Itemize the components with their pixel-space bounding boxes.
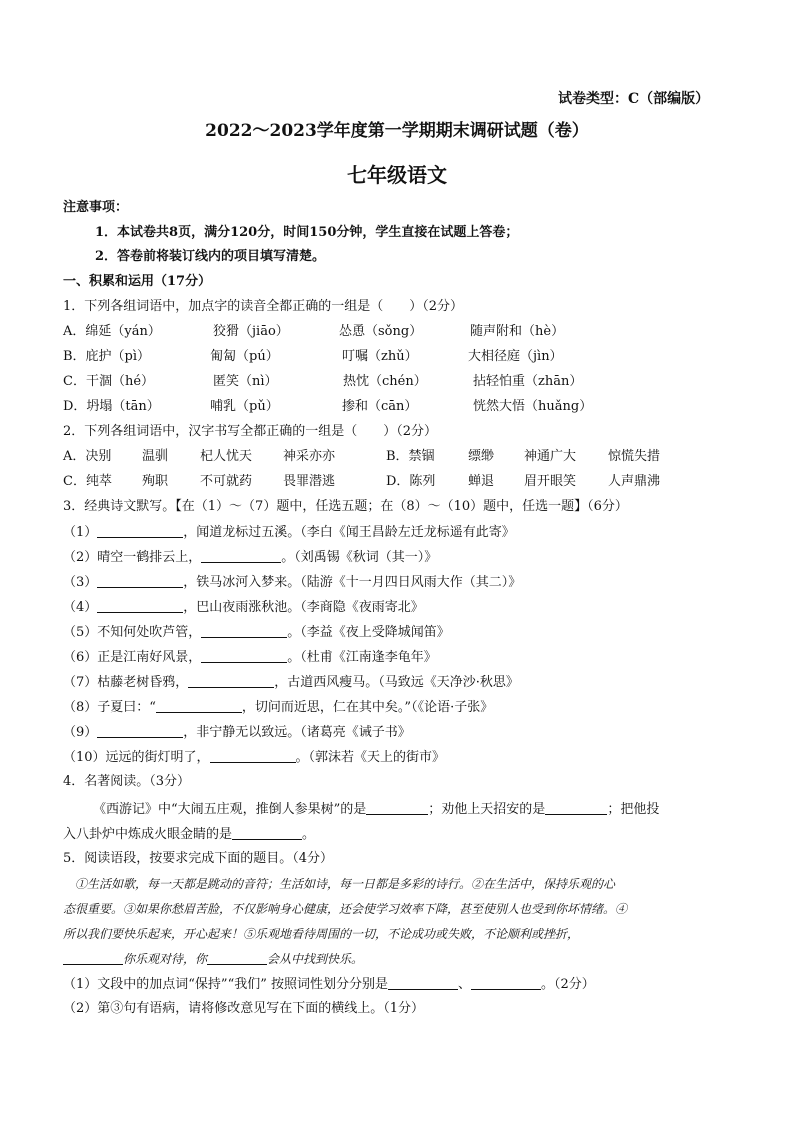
- question-3-stem: 3．经典诗文默写。【在（1）～（7）题中，任选五题；在（8）～（10）题中，任选一题】（6分）: [63, 499, 628, 514]
- question-5-stem: 5．阅读语段，按要求完成下面的题目。（4分）: [63, 851, 334, 866]
- item-text: （10）远远的街灯明了，: [63, 750, 210, 765]
- option-word: 畏罪潜逃: [283, 474, 336, 489]
- answer-blank[interactable]: [63, 950, 123, 965]
- q5-sub-2: （2）第③句有语病，请将修改意见写在下面的横线上。（1分）: [63, 1001, 425, 1016]
- option-word: 杞人忧天: [200, 449, 253, 464]
- question-2-stem: 2．下列各组词语中，汉字书写全都正确的一组是（ ）（2分）: [63, 424, 438, 439]
- option-word: 殉职: [142, 474, 169, 489]
- answer-blank[interactable]: [366, 800, 428, 815]
- option-word: A．绵延（yán）: [63, 324, 161, 339]
- exam-title: 2022～2023学年度第一学期期末调研试题（卷）: [205, 121, 589, 141]
- q4-line: [93, 800, 659, 819]
- item-text: ，巴山夜雨涨秋池。（李商隐《夜雨寄北》: [183, 600, 424, 615]
- answer-blank[interactable]: [388, 975, 458, 990]
- item-text: 。（2分）: [541, 977, 595, 992]
- item-text: （3）: [63, 575, 98, 590]
- item-text: 。（李益《夜上受降城闻笛》: [287, 625, 450, 640]
- recitation-item: [63, 573, 521, 592]
- option-word: 哺乳（pǔ）: [210, 399, 279, 414]
- option-word: C．干涸（hé）: [63, 374, 155, 389]
- option-word: 惊慌失措: [608, 449, 661, 464]
- answer-blank[interactable]: [210, 748, 296, 763]
- option-word: B．庇护（pì）: [63, 349, 151, 364]
- item-text: ，铁马冰河入梦来。（陆游《十一月四日风雨大作（其二）》: [183, 575, 522, 590]
- item-text: ；把他投: [607, 802, 660, 817]
- option-word: 怂恿（sǒng）: [339, 324, 423, 339]
- answer-blank[interactable]: [201, 648, 287, 663]
- recitation-item: [63, 648, 437, 667]
- recitation-item: [63, 698, 493, 717]
- option-word: 神通广大: [524, 449, 577, 464]
- recitation-item: [63, 748, 445, 767]
- note-item: 1．本试卷共8页，满分120分，时间150分钟，学生直接在试题上答卷；: [95, 225, 519, 240]
- recitation-item: [63, 673, 519, 692]
- paper-type-label: 试卷类型：C（部编版）: [558, 91, 710, 107]
- option-word: 掺和（cān）: [342, 399, 418, 414]
- q5-sub-1: [63, 975, 595, 994]
- option-word: C．纯萃: [63, 474, 112, 489]
- exam-subject: 七年级语文: [347, 163, 447, 187]
- answer-blank[interactable]: [97, 723, 183, 738]
- answer-blank[interactable]: [471, 975, 541, 990]
- answer-blank[interactable]: [207, 950, 267, 965]
- item-text: ，切问而近思，仁在其中矣。”（《论语·子张》: [241, 700, 494, 715]
- recitation-item: [63, 598, 424, 617]
- recitation-item: [63, 723, 411, 742]
- item-text: 入八卦炉中炼成火眼金睛的是: [63, 827, 233, 842]
- item-text: 。: [302, 827, 316, 842]
- item-text: 《西游记》中“大闹五庄观，推倒人参果树”的是: [93, 802, 367, 817]
- option-word: 蝉退: [468, 474, 495, 489]
- item-text: ，闻道龙标过五溪。（李白《闻王昌龄左迁龙标遥有此寄》: [183, 525, 515, 540]
- answer-blank[interactable]: [97, 598, 183, 613]
- q4-line: [63, 825, 315, 844]
- note-item: 2．答卷前将装订线内的项目填写清楚。: [95, 249, 326, 264]
- item-text: （5）不知何处吹芦管，: [63, 625, 202, 640]
- answer-blank[interactable]: [97, 523, 183, 538]
- answer-blank[interactable]: [97, 573, 183, 588]
- passage-line: ①生活如歌，每一天都是跳动的音符；生活如诗，每一日都是多彩的诗行。②在生活中，保持乐观的心: [75, 877, 616, 891]
- item-text: （2）晴空一鹤排云上，: [63, 550, 202, 565]
- item-text: ，非宁静无以致远。（诸葛亮《诫子书》: [183, 725, 411, 740]
- item-text: ，古道西风瘦马。（马致远《天净沙·秋思》: [274, 675, 519, 690]
- notes-heading: 注意事项：: [63, 200, 129, 215]
- item-text: 。（郭沫若《天上的街市》: [295, 750, 446, 765]
- answer-blank[interactable]: [201, 623, 287, 638]
- answer-blank[interactable]: [545, 800, 607, 815]
- item-text: 你乐观对待，你: [123, 952, 208, 966]
- item-text: （1）文段中的加点词“保持”“我们” 按照词性划分分别是: [63, 977, 388, 992]
- option-word: 缥缈: [468, 449, 495, 464]
- question-4-stem: 4．名著阅读。（3分）: [63, 774, 191, 789]
- option-word: A．决别: [63, 449, 112, 464]
- answer-blank[interactable]: [232, 825, 302, 840]
- option-word: 拈轻怕重（zhān）: [473, 374, 583, 389]
- item-text: 、: [458, 977, 472, 992]
- option-word: B．禁锢: [386, 449, 435, 464]
- passage-line: [63, 950, 725, 968]
- item-text: （1）: [63, 525, 98, 540]
- item-text: （4）: [63, 600, 98, 615]
- item-text: 。（刘禹锡《秋词（其一）》: [281, 550, 438, 565]
- answer-blank[interactable]: [156, 698, 242, 713]
- option-word: D．陈列: [386, 474, 436, 489]
- recitation-item: [63, 623, 450, 642]
- item-text: （7）枯藤老树昏鸦，: [63, 675, 189, 690]
- option-word: 匍匐（pú）: [210, 349, 279, 364]
- item-text: 。（杜甫《江南逢李龟年》: [287, 650, 437, 665]
- option-word: 眉开眼笑: [524, 474, 577, 489]
- passage-line: 态很重要。③如果你愁眉苦脸，不仅影响身心健康，还会使学习效率下降，甚至使别人也受到你坏情绪。④: [63, 902, 628, 916]
- option-word: D．坍塌（tān）: [63, 399, 160, 414]
- option-word: 匿笑（nì）: [213, 374, 278, 389]
- question-1-stem: 1．下列各组词语中，加点字的读音全都正确的一组是（ ）（2分）: [63, 299, 464, 314]
- option-word: 大相径庭（jìn）: [468, 349, 563, 364]
- item-text: （6）正是江南好风景，: [63, 650, 202, 665]
- item-text: 会从中找到快乐。: [267, 952, 364, 966]
- answer-blank[interactable]: [188, 673, 274, 688]
- option-word: 人声鼎沸: [608, 474, 661, 489]
- recitation-item: [63, 548, 437, 567]
- option-word: 神采亦亦: [283, 449, 336, 464]
- recitation-item: [63, 523, 515, 542]
- option-word: 狡猾（jiāo）: [213, 324, 289, 339]
- option-word: 随声附和（hè）: [470, 324, 565, 339]
- item-text: （8）子夏曰：“: [63, 700, 156, 715]
- answer-blank[interactable]: [201, 548, 281, 563]
- option-word: 恍然大悟（huǎng）: [473, 399, 593, 414]
- item-text: ；劝他上天招安的是: [428, 802, 546, 817]
- passage-line: 所以我们要快乐起来，开心起来！⑤乐观地看待周围的一切，不论成功或失败，不论顺利或挫折，: [63, 927, 580, 941]
- section-heading: 一、积累和运用（17分）: [63, 274, 212, 289]
- option-word: 叮嘱（zhǔ）: [342, 349, 418, 364]
- option-word: 不可就药: [200, 474, 253, 489]
- option-word: 温驯: [142, 449, 169, 464]
- item-text: （9）: [63, 725, 98, 740]
- option-word: 热忱（chén）: [343, 374, 427, 389]
